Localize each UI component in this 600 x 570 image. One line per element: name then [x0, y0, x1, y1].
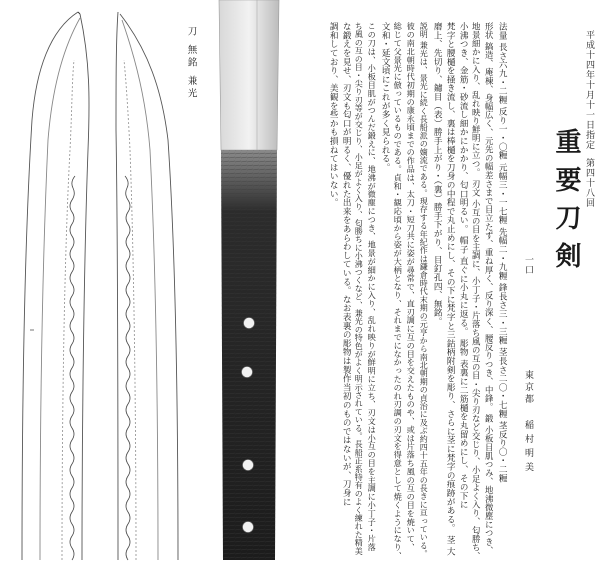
sword-oshigata-drawing — [0, 0, 200, 570]
owner-name: 稲村明美 — [523, 420, 533, 476]
mekugi-hole-4 — [243, 522, 254, 533]
body-line-3: 地景細かに入り、乱れ映り鮮明に立つ。 刃文 小互の目を主調に、小丁子・片落ち風の互の目・尖り刃など交じり、小足よく入り、匂勝ち、 — [471, 22, 482, 561]
mekugi-hole-3 — [243, 460, 254, 471]
body-line-6: 磨上、先切り、鑢目（表）勝手上がり・（裏）勝手下がり、目釘孔四、無銘。 — [432, 22, 443, 326]
body-line-7: 説明 兼光は、景光に続く長船派の嫡流である。現存する年紀作は鎌倉時代末期の元亨から南北朝期の貞治に及ぶ約四十五年の長きに亘っている。 — [419, 22, 429, 558]
body-line-10: 文和・延文頃にこれが多く見られる。 — [380, 22, 391, 172]
session-number: 第四十八回 — [584, 158, 594, 208]
body-line-9: 総じて父景光に倣っているものである。貞和・観応頃から姿が大柄となり、それまでになかったのれ刃調の刃文を得意として焼くようになり、 — [393, 22, 404, 560]
mekugi-hole-2 — [242, 367, 253, 378]
body-line-14: 調和しており、美観を些かも損ねてはいない。 — [328, 22, 339, 207]
blade-ura — [116, 12, 178, 560]
page-title: 重要刀剣 — [551, 128, 581, 280]
designation-date: 平成十四年十月十一日指定 — [584, 30, 594, 150]
body-line-2: 形状 鎬造、庵棟、身幅広く、元先の幅差さまで目立たず、重ね厚く、反り深く、腰反りつき、中鋒。 鍛 小板目肌つみ、地沸微塵につき、 — [484, 22, 495, 555]
prefecture: 東京都 — [523, 370, 533, 406]
body-line-11: この刀は、小板目肌がつんだ鍛えに、地沸が微塵につき、地景が細かに入り、乱れ映りが鮮明に立ち、刃文は小互の目を主調に小丁子・片落 — [367, 22, 378, 552]
body-line-8: 彼の南北朝時代初期の康永頃までの作品は、太刀・短刀共に姿が尋常で、直刃調に互の目を交えたものや、或は片落ち風の互の目を焼いて、 — [406, 22, 417, 552]
blade-omote — [22, 12, 89, 560]
body-line-13: な鍛えを見せ、刃文も匂口が明るく、優れた出来をあらわしている。なお表裏の彫物は製作当初のものではないが、刀身に — [341, 22, 352, 506]
body-line-1: 法量 長さ六九・二糎 反り一・〇糎 元幅三・一七糎 先幅二・九糎 鋒長さ三・三糎 茎長さ二〇・七糎 茎反り〇・二糎 — [497, 22, 508, 483]
sword-label: 刀 無銘 兼光 — [185, 26, 197, 101]
sword-photo — [205, 0, 290, 570]
mekugi-hole-1 — [244, 318, 255, 329]
item-count: 一口 — [523, 255, 533, 275]
body-line-12: ち風の互の目・尖り刃等が交じり、小足がよく入り、匂勝ちに小沸つくなど、兼光の特色がよく明示されている。長船正系特有のよく練れた精美 — [354, 22, 364, 555]
body-line-4: 小沸つき、金筋・砂流し細かにかかり、匂口明るい。 帽子 直ぐに小丸に返る。 彫物 表裏に二筋樋を丸留めにし、その下に — [458, 22, 469, 509]
body-line-5: 梵字と腰樋を掻き流し、裏は棒樋を刀身の中程で丸止めにし、その下に梵字と三鈷柄附剣を彫り、さらに茎に梵字の痕跡がある。 茎 大 — [445, 22, 456, 556]
